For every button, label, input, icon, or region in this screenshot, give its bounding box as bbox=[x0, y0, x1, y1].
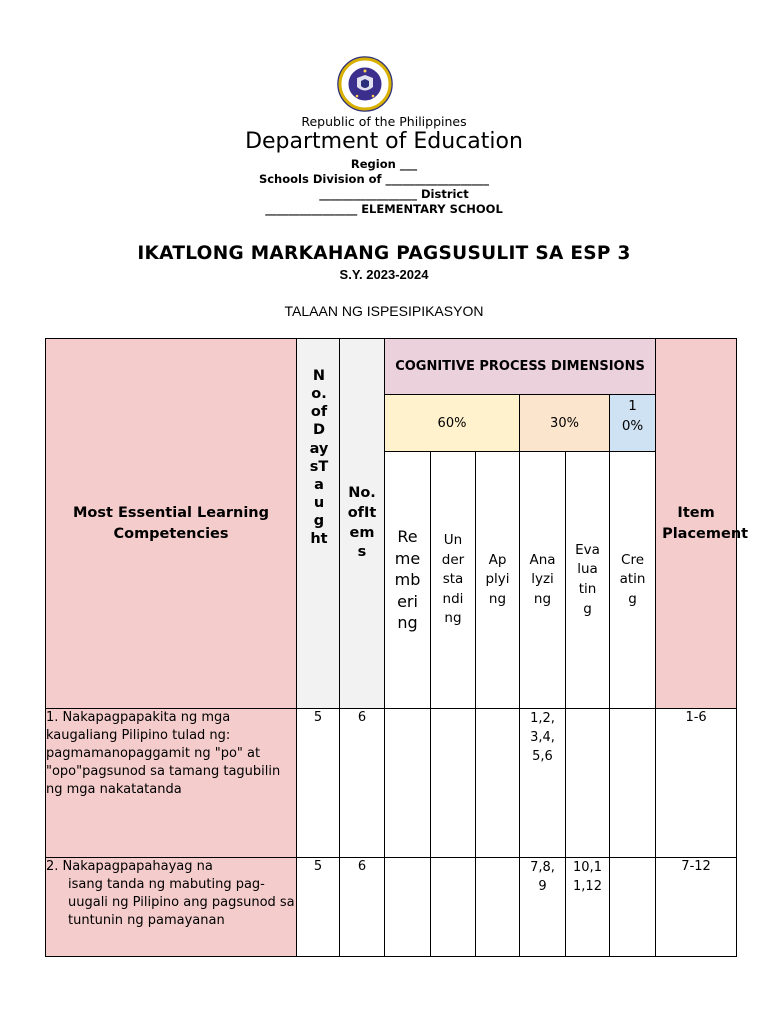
level-applying: Applying bbox=[476, 452, 520, 709]
school-line: ________________ ELEMENTARY SCHOOL bbox=[265, 202, 503, 216]
understanding-cell bbox=[431, 858, 476, 957]
remembering-cell bbox=[385, 709, 431, 858]
competency-first-line: 2. Nakapagpapahayag na bbox=[46, 859, 213, 874]
competency-continuation: isang tanda ng mabuting pag-uugali ng Pilipino ang pagsunod sa tuntunin ng pamayanan bbox=[68, 876, 295, 928]
region-line: Region ___ bbox=[350, 157, 418, 171]
table-row bbox=[46, 709, 737, 858]
applying-cell bbox=[476, 709, 520, 858]
items-cell: 6 bbox=[340, 709, 385, 858]
evaluating-cell: 10,11,12 bbox=[566, 858, 610, 957]
header-cognitive-dimensions: COGNITIVE PROCESS DIMENSIONS bbox=[385, 339, 656, 395]
level-remembering: Remembering bbox=[385, 452, 431, 709]
table-subtitle: TALAAN NG ISPESIPIKASYON bbox=[284, 303, 484, 319]
pct-10: 10% bbox=[610, 395, 656, 452]
header-item-placement: Item Placement bbox=[656, 339, 737, 709]
deped-seal bbox=[337, 56, 393, 112]
division-line: Schools Division of __________________ bbox=[258, 172, 490, 186]
analyzing-cell: 1,2,3,4,5,6 bbox=[520, 709, 566, 858]
creating-cell bbox=[610, 858, 656, 957]
table-row bbox=[46, 858, 737, 957]
creating-cell bbox=[610, 709, 656, 858]
competency-cell bbox=[46, 858, 297, 957]
days-cell: 5 bbox=[297, 858, 340, 957]
specification-table bbox=[45, 338, 749, 957]
placement-cell: 7-12 bbox=[656, 858, 737, 957]
analyzing-cell: 7,8,9 bbox=[520, 858, 566, 957]
level-evaluating: Evaluating bbox=[566, 452, 610, 709]
republic-text: Republic of the Philippines bbox=[301, 114, 467, 129]
school-year: S.Y. 2023-2024 bbox=[339, 267, 429, 282]
exam-title: IKATLONG MARKAHANG PAGSUSULIT SA ESP 3 bbox=[137, 243, 631, 264]
level-understanding: Understanding bbox=[431, 452, 476, 709]
competency-cell: 1. Nakapagpapakita ng mga kaugaliang Pilipino tulad ng: pagmamanopaggamit ng "po" at "opo"pagsunod sa tamang tagubilin ng mga nakatatanda bbox=[46, 709, 297, 858]
applying-cell bbox=[476, 858, 520, 957]
understanding-cell bbox=[431, 709, 476, 858]
header-days-taught: No.ofDaysTaught bbox=[297, 339, 340, 709]
remembering-cell bbox=[385, 858, 431, 957]
days-cell: 5 bbox=[297, 709, 340, 858]
pct-30: 30% bbox=[520, 395, 610, 452]
district-line: _________________ District bbox=[319, 187, 469, 201]
header-competencies: Most Essential Learning Competencies bbox=[46, 339, 297, 709]
level-creating: Creating bbox=[610, 452, 656, 709]
level-analyzing: Analyzing bbox=[520, 452, 566, 709]
items-cell: 6 bbox=[340, 858, 385, 957]
pct-60: 60% bbox=[385, 395, 520, 452]
evaluating-cell bbox=[566, 709, 610, 858]
department-title: Department of Education bbox=[245, 129, 523, 154]
placement-cell: 1-6 bbox=[656, 709, 737, 858]
header-no-of-items: No.ofItems bbox=[340, 339, 385, 709]
